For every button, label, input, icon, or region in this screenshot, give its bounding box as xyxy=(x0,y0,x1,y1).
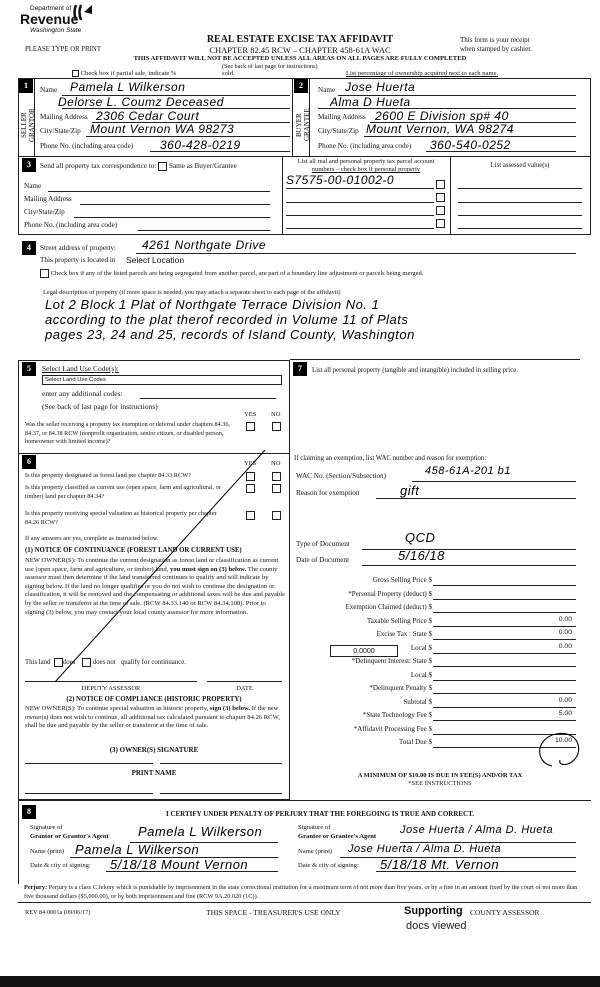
partial-sale-label: Check box if partial sale, indicate % xyxy=(80,70,177,78)
buyer-name-label: Name xyxy=(318,86,336,94)
amount-field-line xyxy=(433,666,576,667)
s3-city-label: City/State/Zip xyxy=(24,208,65,216)
partial-sale-row xyxy=(72,70,176,77)
receipt-note-1: This form is your receipt xyxy=(460,36,530,44)
seller-grantor-label: SELLER GRANTOR xyxy=(20,108,36,142)
dept-of-label: Department of xyxy=(30,5,72,12)
receipt-note-2: when stamped by cashier. xyxy=(460,45,532,53)
section-3-number: 3 xyxy=(22,158,36,172)
amount-label: Exemption Claimed (deduct) $ xyxy=(345,603,432,611)
section-8-number: 8 xyxy=(22,805,36,819)
grantor-date-city[interactable]: 5/18/18 Mount Vernon xyxy=(110,857,249,872)
amount-value[interactable]: 0.00 xyxy=(558,629,572,636)
grantee-date-city[interactable]: 5/18/18 Mt. Vernon xyxy=(380,857,500,872)
amount-label: *Affidavit Processing Fee $ xyxy=(353,724,432,733)
parcel-number-value[interactable]: S7575-00-01002-0 xyxy=(286,173,395,187)
parcel-header-2: numbers – check box if personal property xyxy=(311,166,421,173)
if-yes-note: If any answers are yes, complete as instructed below. xyxy=(25,535,159,542)
wac-label: WAC No. (Section/Subsection) xyxy=(296,472,387,480)
amount-field-line xyxy=(433,599,576,600)
amount-label: Excise Tax : State $ xyxy=(376,630,432,638)
s5-yes-checkbox[interactable] xyxy=(246,422,255,431)
s3-mailing-label: Mailing Address xyxy=(24,195,72,203)
grantee-sig-label-2: Grantee or Grantee's Agent xyxy=(298,833,377,840)
amount-label: *Delinquent Penalty $ xyxy=(369,684,432,692)
buyer-grantee-label: BUYER GRANTEE xyxy=(295,108,311,142)
amount-label: Subtotal $ xyxy=(403,697,432,706)
land-use-select[interactable] xyxy=(42,375,282,385)
buyer-city-label: City/State/Zip xyxy=(318,127,359,135)
date-label: DATE xyxy=(236,685,253,692)
amount-value[interactable]: 10.00 xyxy=(554,737,572,744)
s3-name-label: Name xyxy=(24,182,42,190)
notice-continuance-title: (1) NOTICE OF CONTINUANCE (FOREST LAND OR CURRENT USE) xyxy=(25,547,242,554)
parcel-header-1: List all real and personal property tax parcel account xyxy=(297,158,435,165)
doc-type-value[interactable]: QCD xyxy=(405,530,436,545)
grantor-name-label: Name (print) xyxy=(30,848,65,855)
seller-phone-value[interactable]: 360-428-0219 xyxy=(160,138,241,152)
historic-no-checkbox[interactable] xyxy=(272,511,281,520)
seller-city-value[interactable]: Mount Vernon WA 98273 xyxy=(90,122,235,136)
scan-bottom-edge xyxy=(0,976,600,987)
wac-value[interactable]: 458-61A-201 b1 xyxy=(425,465,511,477)
section-7-number: 7 xyxy=(293,362,307,376)
section-1-number: 1 xyxy=(19,79,33,93)
notice-compliance-title: (2) NOTICE OF COMPLIANCE (HISTORIC PROPERTY) xyxy=(66,696,242,703)
section-4-number: 4 xyxy=(22,241,36,255)
s6-no-header: NO xyxy=(271,460,281,467)
seller-mailing-label: Mailing Address xyxy=(40,113,88,121)
buyer-phone-label: Phone No. (including area code) xyxy=(318,142,412,150)
buyer-name-1[interactable]: Jose Huerta xyxy=(345,80,416,94)
total-due-circle xyxy=(532,730,586,772)
buyer-mailing-value[interactable]: 2600 E Division sp# 40 xyxy=(375,109,509,123)
exemption-question: Was the seller receiving a property tax exemption or deferral under chapters 84.36, 84.37, or 84.38 RCW (nonprofit organization, senior citizen, or disabled person, homeowner with limited income)? xyxy=(25,421,230,445)
this-land-row: This land does does not qualify for continuance. xyxy=(25,659,186,667)
notice-compliance-body: NEW OWNER(S): To continue special valuation as historic property, sign (3) below. If the new owner(s) does not wish to continue, all additional tax calculated pursuant to chapter 84.26 RCW, shall be due and payable by the seller or transferor at the time of sale. xyxy=(25,705,280,730)
current-use-no-checkbox[interactable] xyxy=(272,484,281,493)
amount-value[interactable]: 5.00 xyxy=(558,710,572,717)
s5-no-checkbox[interactable] xyxy=(272,422,281,431)
additional-codes-input[interactable] xyxy=(140,398,276,399)
street-address-value[interactable]: 4261 Northgate Drive xyxy=(142,238,267,252)
amount-field-line xyxy=(433,612,576,613)
see-back-note: (See back of last page for instructions) xyxy=(222,63,318,70)
amount-label: Local $ xyxy=(410,670,432,679)
see-back-label: (See back of last page for instructions) xyxy=(42,402,158,411)
amount-field-line xyxy=(433,720,576,721)
dor-logo-icon xyxy=(72,2,94,24)
amount-field-line xyxy=(433,639,576,640)
dor-logo xyxy=(20,2,90,38)
section-2-number: 2 xyxy=(294,79,308,93)
seller-name-label: Name xyxy=(40,86,58,94)
personal-property-label: List all personal property (tangible and intangible) included in selling price. xyxy=(312,367,518,374)
buyer-name-2[interactable]: Alma D Hueta xyxy=(330,95,411,109)
additional-codes-label: enter any additional codes: xyxy=(42,389,123,398)
washington-state-label: Washington State xyxy=(30,27,82,34)
amount-value[interactable]: 0.00 xyxy=(558,642,572,650)
grantor-name-print[interactable]: Pamela L Wilkerson xyxy=(75,842,200,857)
form-title: REAL ESTATE EXCISE TAX AFFIDAVIT xyxy=(206,34,394,45)
personal-property-checkbox-1[interactable] xyxy=(436,180,445,189)
current-use-question: Is this property classified as current use (open space, farm and agricultural, or timber) land per chapter 84.34? xyxy=(25,484,221,500)
amount-label: Gross Selling Price $ xyxy=(372,576,432,584)
rate-box-value: 0.0000 xyxy=(353,648,375,655)
perjury-notice: Perjury: Perjury is a class C felony which is punishable by imprisonment in the state correctional institution for a maximum term of not more than five years, or by a fine in an amount fixed by the court of not more than five thousand dollars ($5,000.00), or by both imprisonment and fine (RCW 9A.20.020 (1C)). xyxy=(24,884,578,900)
strike-through-line xyxy=(50,450,270,685)
amount-label: Local $ xyxy=(410,643,432,652)
segregated-checkbox[interactable] xyxy=(40,269,49,278)
supporting-stamp: Supporting xyxy=(404,905,463,917)
county-assessor-label: COUNTY ASSESSOR xyxy=(470,908,540,917)
land-use-label: Select Land Use Code(s): xyxy=(42,364,119,373)
partial-sale-checkbox[interactable] xyxy=(72,70,79,77)
amount-field-line xyxy=(433,585,576,586)
please-type-label: PLEASE TYPE OR PRINT xyxy=(25,46,101,53)
certify-statement: I CERTIFY UNDER PENALTY OF PERJURY THAT THE FOREGOING IS TRUE AND CORRECT. xyxy=(165,810,474,818)
yes-header: YES xyxy=(244,411,257,418)
owner-signature-label: (3) OWNER(S) SIGNATURE xyxy=(109,746,199,754)
buyer-phone-value[interactable]: 360-540-0252 xyxy=(430,138,511,152)
seller-name-1[interactable]: Pamela L Wilkerson xyxy=(70,80,186,94)
grantor-signature[interactable]: Pamela L Wilkerson xyxy=(138,824,263,839)
seller-city-label: City/State/Zip xyxy=(40,127,81,135)
legal-description-line-3[interactable]: pages 23, 24 and 25, records of Island County, Washington xyxy=(45,327,415,342)
form-chapter: CHAPTER 82.45 RCW – CHAPTER 458-61A WAC xyxy=(209,45,391,55)
located-in-label: This property is located in xyxy=(40,256,116,264)
amount-label: *Personal Property (deduct) $ xyxy=(348,589,432,598)
street-address-label: Street address of property: xyxy=(40,244,117,252)
land-use-select-value: Select Land Use Codes xyxy=(45,377,106,383)
personal-property-checkbox-3[interactable] xyxy=(436,206,445,215)
grantee-name-print[interactable]: Jose Huerta / Alma D. Hueta xyxy=(348,843,502,855)
grantee-signature[interactable]: Jose Huerta / Alma D. Hueta xyxy=(400,824,554,836)
reason-value[interactable]: gift xyxy=(400,483,420,498)
seller-phone-label: Phone No. (including area code) xyxy=(40,142,134,150)
personal-property-checkbox-2[interactable] xyxy=(436,193,445,202)
grantor-date-label: Date & city of signing: xyxy=(30,862,91,869)
section-5-number: 5 xyxy=(22,362,36,376)
sold-label: sold. xyxy=(222,70,235,77)
forest-no-checkbox[interactable] xyxy=(272,472,281,481)
docs-viewed-stamp: docs viewed xyxy=(406,920,467,932)
grantor-sig-label-1: Signature of xyxy=(30,824,63,831)
legal-description-line-2[interactable]: according to the plat therof recorded in Volume 11 of Plats xyxy=(45,312,409,327)
amount-field-line xyxy=(433,680,576,681)
doc-type-label: Type of Document xyxy=(296,540,350,548)
minimum-note: A MINIMUM OF $10.00 IS DUE IN FEE(S) AND/OR TAX xyxy=(357,772,523,779)
amount-label: Taxable Selling Price $ xyxy=(366,616,432,625)
deputy-assessor-label: DEPUTY ASSESSOR xyxy=(81,685,141,692)
doc-date-label: Date of Document xyxy=(296,556,350,564)
form-number: REV 84 0001a (09/06/17) xyxy=(25,909,91,916)
amount-field-line xyxy=(433,693,576,694)
amount-value[interactable]: 0.00 xyxy=(558,615,572,623)
legal-description-line-1[interactable]: Lot 2 Block 1 Plat of Northgate Terrace Division No. 1 xyxy=(45,297,380,312)
seller-name-2[interactable]: Delorse L. Coumz Deceased xyxy=(58,95,224,109)
legal-description-label: Legal description of property (if more space is needed, you may attach a separate sheet to each page of the affidavit) xyxy=(43,289,341,296)
same-as-buyer-checkbox[interactable] xyxy=(158,162,167,171)
no-header: NO xyxy=(271,411,281,418)
amount-label: *Delinquent Interest: State $ xyxy=(351,657,432,665)
grantee-sig-label-1: Signature of xyxy=(298,824,331,831)
treasurer-use-label: THIS SPACE - TREASURER'S USE ONLY xyxy=(206,908,341,917)
amount-field-line xyxy=(433,626,576,627)
location-select[interactable]: Select Location xyxy=(126,255,185,265)
seller-mailing-value[interactable]: 2306 Cedar Court xyxy=(96,109,200,123)
notice-continuance-body: NEW OWNER(S): To continue the current designation as forest land or classification as current use (open space, farm and agriculture, or timber) land, you must sign on (3) below. The county assessor must then determine if the land transferred continues to qualify and will indicate by signing below. If the land no longer qualifies or you do not wish to continue the designation or classification, it will be removed and the compensating or additional taxes will be due and payable by the seller or transferor at the time of sale. (RCW 84.33.140 or RCW 84.34.108). Prior to signing (3) below, you may contact your local county assessor for more information. xyxy=(25,557,286,616)
warning-text: THIS AFFIDAVIT WILL NOT BE ACCEPTED UNLESS ALL AREAS ON ALL PAGES ARE FULLY COMPLETED xyxy=(133,55,467,62)
s6-yes-header: YES xyxy=(244,460,257,467)
exemption-claim-label: If claiming an exemption, list WAC number and reason for exemption: xyxy=(294,455,487,462)
historic-question: Is this property receiving special valuation as historical property per chapter 84.26 RCW? xyxy=(25,510,217,526)
grantee-date-label: Date & city of signing: xyxy=(298,862,359,869)
send-correspondence-label: Send all property tax correspondence to: Same as Buyer/Grantee xyxy=(40,162,237,171)
reason-label: Reason for exemption xyxy=(296,489,360,497)
s3-phone-label: Phone No. (including area code) xyxy=(24,221,118,229)
grantor-sig-label-2: Grantor or Grantor's Agent xyxy=(30,833,109,840)
buyer-mailing-label: Mailing Address xyxy=(318,113,366,121)
assessed-header: List assessed value(s) xyxy=(490,162,550,169)
print-name-label: PRINT NAME xyxy=(131,769,177,777)
see-instructions: *SEE INSTRUCTIONS xyxy=(408,780,472,787)
amount-field-line xyxy=(433,707,576,708)
segregated-row: Check box if any of the listed parcels are being segregated from another parcel, are part of a boundary line adjustment or parcels being merged. xyxy=(40,269,423,278)
amount-field-line xyxy=(433,653,576,654)
amount-label: Total Due $ xyxy=(399,738,432,746)
personal-property-checkbox-4[interactable] xyxy=(436,219,445,228)
section-6-number: 6 xyxy=(22,455,36,469)
rate-box[interactable] xyxy=(330,645,398,657)
amount-value[interactable]: 0.00 xyxy=(558,696,572,704)
forest-land-question: Is this property designated as forest land per chapter 84.33 RCW? xyxy=(25,472,191,479)
revenue-label: Revenue xyxy=(20,11,79,27)
ownership-note: List percentage of ownership acquired next to each name. xyxy=(346,70,499,77)
buyer-city-value[interactable]: Mount Vernon, WA 98274 xyxy=(366,122,514,136)
doc-date-value[interactable]: 5/16/18 xyxy=(398,548,445,563)
amount-label: *State Technology Fee $ xyxy=(362,711,432,719)
grantee-name-label: Name (print) xyxy=(298,848,333,855)
